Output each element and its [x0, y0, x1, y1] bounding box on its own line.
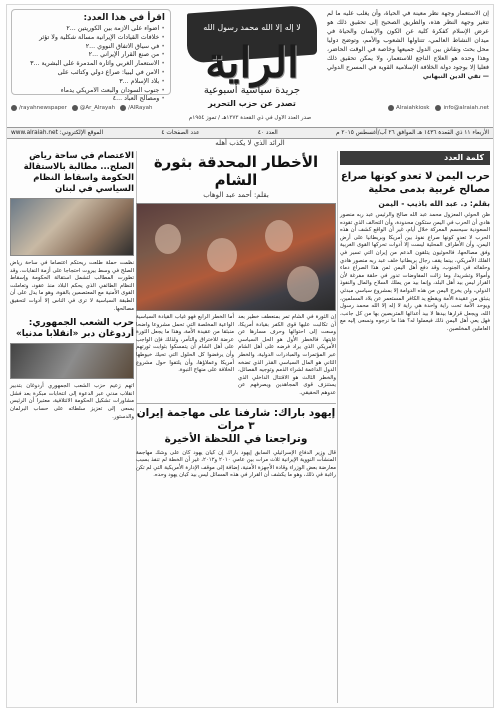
facebook-icon: [11, 105, 17, 111]
toc-item[interactable]: • من صنع القرار الإيراني ...٢: [17, 51, 165, 60]
lead-body-left: أما الخطر الرابع فهو غياب القيادة السياسية الواعية المخلصة التي تحمل مشروعا واضحا منبثقا من عقيدة الأمة، وهذا ما يجعل الثورة عرضة للاختراق والتآمر، ولذلك فإن الواجب على أهل الشام أن يتمسكوا بثوابت ثورتهم وأن يرفضوا كل الحلول التي تحيك خيوطها أمريكا وعملاؤها، وأن يلتفوا حول مشروع الخلافة على منهاج النبوة.: [136, 314, 234, 374]
secondary-headline[interactable]: إيهود باراك: شارفنا على مهاجمة إيران ٣ مرات: [136, 403, 336, 433]
editorial-column: [340, 151, 490, 703]
toc-item[interactable]: • الأمن في ليبيا: صراع دولي وكتائب على: [17, 69, 165, 78]
side-body: نظمت حملة طلعت ريحتكم اعتصاما في ساحة رياض الصلح في وسط بيروت احتجاجا على أزمة النفايات، وقد تطورت المطالب لتشمل استقالة الحكومة وإسقاط النظام الطائفي الذي يحكم البلاد منذ عقود، وتعاملت القوى الأمنية مع المعتصمين بالقوة، وهو ما يدل على أن الطبقة السياسية لا ترى في الناس إلا أدوات لتحقيق مصالحها.: [10, 260, 134, 312]
photo-figure: [155, 224, 181, 254]
googleplus-icon: [120, 105, 126, 111]
masthead-intro: إن الاستعمار وجهة نظر معينة في الحياة، وأن يغلب عليه ما لم تتغير وجهة النظر هذه، والطريق الصحيح إلى تحقيق ذلك هو عرض الإسلام كفكرة كلية عن الكون والإنسان والحياة في ميدان النشاط العالمي، تتناولها الشعوب والأمم، وتوضح دوليا محل بحث ونقاش بين الدول جميعها وخاصة في الوقت الحاضر، وهذا وحده هو العلاج الناجع للاستعمار، ولا يمكن تحقيق ذلك فعليا إلا بوجود دولة الخلافة الإسلامية القوية في المسرح الدولي — تقي الدين النبهاني: [327, 10, 489, 80]
social-links: [11, 105, 171, 111]
lead-author: بقلم: أحمد عبد الوهاب: [203, 191, 269, 199]
toc-item[interactable]: • في سياق الاتفاق النووي ...٢: [17, 43, 165, 52]
toc-title: اقرأ في هذا العدد:: [83, 13, 165, 23]
issue-number: العدد ٤٠: [257, 130, 278, 136]
contact-link[interactable]: Alraiahkiosk: [388, 105, 429, 111]
contact-links: [329, 105, 489, 111]
issue-history: صدر العدد الأول في ذي القعدة ١٣٧٣هـ / تموز ١٩٥٤م: [188, 115, 312, 121]
section-tab: كلمة العدد: [340, 151, 490, 165]
lead-article: [136, 151, 336, 703]
side-photo: [10, 198, 134, 256]
social-link[interactable]: /rayahnewspaper: [11, 105, 67, 111]
kiosk-icon: [388, 105, 394, 111]
flag-text: لا إله إلا الله محمد رسول الله: [203, 23, 301, 32]
social-link[interactable]: @Ar_Alrayah: [72, 105, 115, 111]
toc-item[interactable]: • الاستعمار الغربي وآثاره المدمرة على البشرية ...٣: [17, 60, 165, 69]
side-sub-headline[interactable]: حرب الشعب الجمهوري: أردوغان دبر «انقلابا مدنيا»: [15, 318, 134, 340]
intro-text: إن الاستعمار وجهة نظر معينة في الحياة، وأن يغلب عليه ما لم تتغير وجهة النظر هذه، والطريق الصحيح إلى تحقيق ذلك هو عرض الإسلام كفكرة كلية عن الكون والإنسان والحياة في ميدان النشاط العالمي، تتناولها الشعوب والأمم، وتوضح دوليا محل بحث ونقاش بين الدول جميعها وخاصة في الوقت الحاضر، وهذا وحده هو العلاج الناجع للاستعمار، ولا يمكن تحقيق ذلك فعليا إلا بوجود دولة الخلافة الإسلامية القوية في المسرح الدولي: [327, 10, 489, 71]
issue-info-bar: [7, 127, 493, 139]
brand-logo: الراية: [205, 38, 299, 87]
slogan-banner: الرائد الذي لا يكذب أهله: [215, 139, 285, 147]
newspaper-page: [6, 4, 494, 708]
photo-figure: [265, 220, 293, 252]
editorial-author: بقلم: د. عبد الله باذيب - اليمن: [378, 199, 490, 208]
editorial-body: ظن الحوثي المعزول محمد عبد الله صالح والرئيس عبد ربه منصور هادي أن الحرب في اليمن ستكون محدودة، وأن التحالف الذي تقوده السعودية سيحسم المعركة خلال أيام، غير أن الواقع كشف أن هذه الحرب لا تعدو كونها صراع نفوذ بين أمريكا وبريطانيا على أرض اليمن، وأن الأطراف المحلية ليست إلا أدوات تحركها القوى الغربية وفق مصالحها، فالحوثيون يتلقون الدعم من إيران التي تسير في الفلك الأمريكي، بينما يقف رجال بريطانيا خلف عبد ربه منصور هادي وحلفائه في الجنوب، وقد دفع أهل اليمن ثمن هذا الصراع دماء وأموالا وتشريدا، وما زالت المفاوضات تدور في حلقة مفرغة لأن القرار ليس بيد أهل البلد، وإنما بيد من يملك السلاح والمال والنفوذ الدولي، ولن يخرج اليمن من هذه الدوامة إلا بمشروع سياسي مبدئي ينبثق من عقيدة الأمة ويقطع يد الكافر المستعمر عن بلاد المسلمين، ويوحد الأمة تحت راية واحدة هي راية لا إله إلا الله محمد رسول الله، ويجعل قرارها بيدها لا بيد أعدائها المتربصين بها من كل جانب، فهل يعي أهل اليمن ذلك فيعملوا له؟ هذا ما نرجوه ونسعى إليه مع العاملين المخلصين.: [340, 212, 490, 332]
side-sub-body: اتهم زعيم حزب الشعب الجمهوري أردوغان بتدبير انقلاب مدني عبر الدعوة إلى انتخابات مبكرة بعد فشل مشاورات تشكيل الحكومة الائتلافية، معتبرا أن الرئيس يسعى إلى تعزيز سلطاته على حساب البرلمان والدستور.: [10, 383, 134, 420]
photo-figure: [287, 266, 319, 302]
brand-tagline: تصدر عن حزب التحرير: [208, 99, 296, 108]
toc-item[interactable]: • خلافات القيادات الإيرانية مسألة شكلية ولا تؤثر: [17, 34, 165, 43]
side-headline[interactable]: الاعتصام في ساحة رياض الصلح... مطالبة بالاستقالة الحكومة واسقاط النظام السياسي في لبنان: [23, 151, 134, 194]
toc-item[interactable]: • ومصالح العباد ...٤: [17, 95, 165, 104]
toc-item[interactable]: • جنوب السودان والبعث الأمريكي يدماء: [17, 87, 165, 96]
twitter-icon: [72, 105, 78, 111]
secondary-body: قال وزير الدفاع الإسرائيلي السابق إيهود باراك إن كيان يهود كان على وشك مهاجمة المنشآت النووية الإيرانية ثلاث مرات بين عامي ٢٠١٠ و٢٠١٢، غير أن الخطة لم تنفذ بسبب معارضة بعض الوزراء وقادة الأجهزة الأمنية، إضافة إلى موقف الإدارة الأمريكية التي لم تكن راغبة في ذلك، وهو ما يكشف أن القرار في هذه المسائل ليس بيد كيان يهود وحده.: [136, 449, 336, 479]
contact-link[interactable]: info@alraiah.net: [435, 105, 489, 111]
column-divider: [337, 151, 338, 703]
lead-photo: [136, 203, 336, 311]
side-article: [10, 151, 134, 703]
brand-block: [177, 7, 327, 115]
editorial-headline[interactable]: حرب اليمن لا تعدو كونها صراع مصالح غربية بدمى محلية: [340, 171, 490, 195]
secondary-headline-line2: وتراجعنا في اللحظة الأخيرة: [164, 432, 308, 445]
email-icon: [435, 105, 441, 111]
brand-subtitle: جريدة سياسية أسبوعية: [203, 85, 301, 96]
lead-headline[interactable]: الأخطار المحدقة بثورة الشام: [153, 153, 319, 189]
toc-item[interactable]: • بلاد الإسلام ...٣: [17, 78, 165, 87]
website-link[interactable]: الموقع الإلكتروني: www.alraiah.net: [11, 130, 104, 136]
page-count: عدد الصفحات ٤: [161, 130, 200, 136]
intro-source: تقي الدين النبهاني: [422, 73, 481, 80]
masthead: [7, 5, 493, 125]
issue-date: الأربعاء ١١ ذي القعدة ١٤٣٦ هـ الموافق ٢٦ آب/أغسطس ٢٠١٥ م: [335, 130, 489, 136]
lead-body: [136, 314, 336, 398]
social-link[interactable]: /AlRayah: [120, 105, 152, 111]
table-of-contents: [11, 9, 171, 103]
photo-figure: [207, 238, 237, 272]
toc-item[interactable]: • أضواء على الأزمة بين الكوريتين ...٢: [17, 25, 165, 34]
lead-body-right: إن الثورة في الشام تمر بمنعطف خطير بعد أن تكالبت عليها قوى الكفر بقيادة أمريكا، وسعت إلى احتوائها وحرف مسارها عن غايتها، فالخطر الأول هو الحل السياسي الأمريكي الذي يراد فرضه على أهل الشام عبر المؤتمرات والمبادرات الدولية، والخطر الثاني هو المال السياسي القذر الذي تضخه الدول الداعمة لشراء الذمم وتوجيه الفصائل، والخطر الثالث هو الاقتتال الداخلي الذي يستنزف قوى المجاهدين ويصرفهم عن عدوهم الحقيقي.: [238, 314, 336, 396]
side-sub-photo: [10, 343, 134, 379]
